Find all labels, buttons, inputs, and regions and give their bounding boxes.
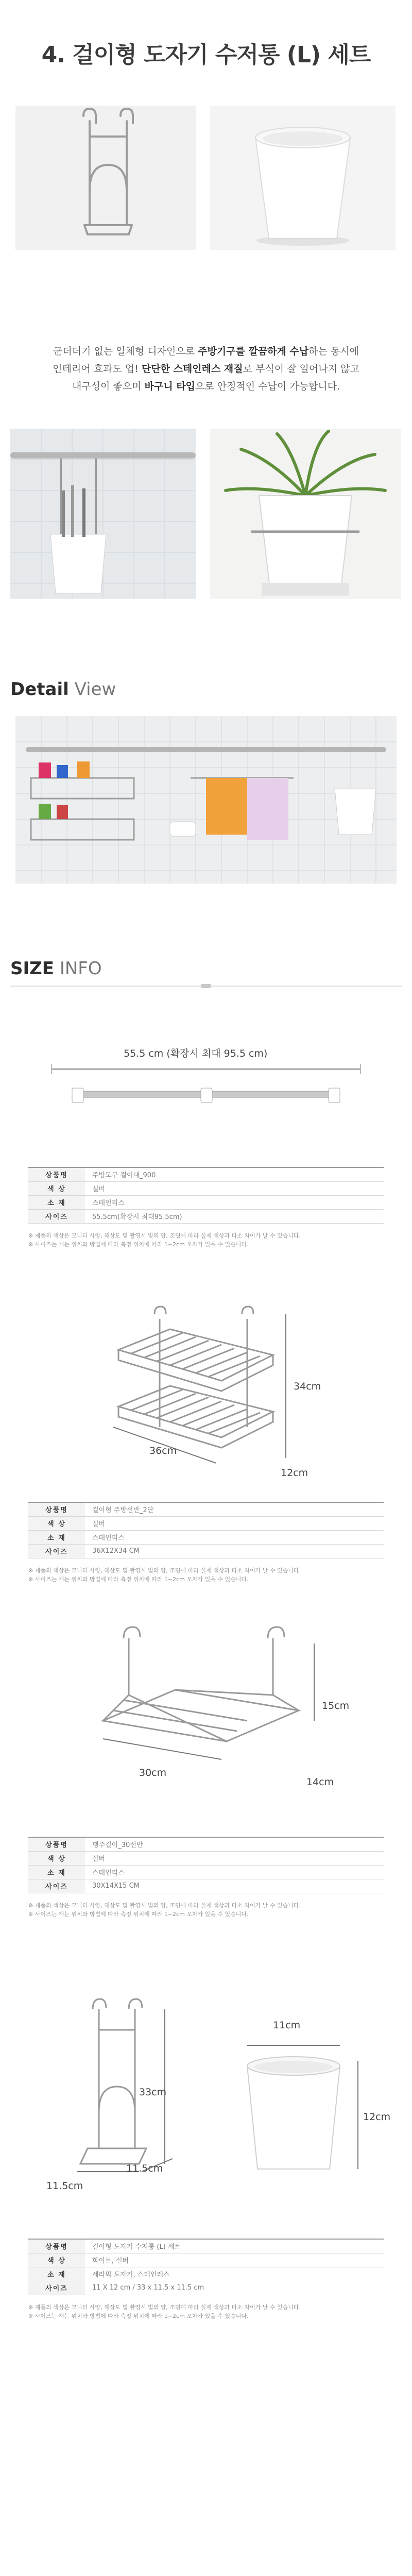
spec-table-hanger <box>28 1837 384 1893</box>
spec-key: 색 상 <box>28 1516 85 1530</box>
spec-key: 소 재 <box>28 1195 85 1209</box>
spec-key: 소 재 <box>28 1530 85 1544</box>
table-row <box>28 1181 384 1195</box>
spec-value: 스테인리스 <box>85 1195 384 1209</box>
table-row <box>28 1209 384 1223</box>
spec-key: 상품명 <box>28 1502 85 1516</box>
desc-text: 로 부식이 잘 일어나지 않고 <box>243 363 359 375</box>
table-row <box>28 2281 384 2295</box>
spec-value: 주방도구 걸이대_900 <box>85 1167 384 1181</box>
spec-value: 세라믹 도자기, 스테인레스 <box>85 2267 384 2281</box>
desc-text: 내구성이 좋으며 <box>72 381 145 392</box>
table-row <box>28 2239 384 2253</box>
table-row <box>28 1544 384 1558</box>
product-description <box>0 343 412 395</box>
table-row <box>28 1837 384 1851</box>
desc-text: 으로 안정적인 수납이 가능합니다. <box>195 381 340 392</box>
desc-text: 인테리어 효과도 업! <box>53 363 142 375</box>
spec-value: 걸이형 도자기 수저통 (L) 세트 <box>85 2239 384 2253</box>
spec-key: 사이즈 <box>28 1879 85 1893</box>
spec-key: 상품명 <box>28 2239 85 2253</box>
spec-value: 스테인리스 <box>85 1865 384 1879</box>
spec-value: 실버 <box>85 1516 384 1530</box>
spec-key: 상품명 <box>28 1837 85 1851</box>
spec-table-shelf <box>28 1502 384 1558</box>
table-row <box>28 1879 384 1893</box>
shelf-height: 34cm <box>294 1381 321 1392</box>
desc-text: 하는 동시에 <box>308 346 359 357</box>
cup-height: 12cm <box>363 2111 391 2123</box>
bar-dimension: 55.5 cm (확장시 최대 95.5 cm) <box>124 1048 268 1059</box>
shelf-depth: 12cm <box>281 1467 308 1479</box>
spec-value: 11 X 12 cm / 33 x 11.5 x 11.5 cm <box>85 2281 384 2295</box>
spec-key: 상품명 <box>28 1167 85 1181</box>
note-line: ※ 제품의 색상은 모니터 사양, 해상도 및 촬영시 빛의 양, 조명에 따라 실제 색상과 다소 차이가 날 수 있습니다. <box>28 1232 301 1239</box>
heading-light: INFO <box>54 958 102 979</box>
heading-bold: Detail <box>10 679 69 700</box>
table-row <box>28 1530 384 1544</box>
spec-value: 화이트, 실버 <box>85 2253 384 2267</box>
holder-height: 33cm <box>139 2087 167 2098</box>
table-row <box>28 1851 384 1865</box>
hanger-height: 15cm <box>322 1700 350 1711</box>
plant-pot-photo <box>210 429 401 599</box>
table-row <box>28 1865 384 1879</box>
cup-photo <box>210 106 396 250</box>
spec-key: 소 재 <box>28 2267 85 2281</box>
shelf-drawing <box>103 1303 309 1468</box>
towel-hanger-drawing <box>93 1623 330 1762</box>
spec-value: 실버 <box>85 1181 384 1195</box>
hanger-depth: 14cm <box>306 1776 334 1788</box>
bar-drawing <box>52 1061 360 1118</box>
holder-rack-drawing <box>62 1994 185 2190</box>
shelf-width: 36cm <box>149 1445 177 1456</box>
cup-width: 11cm <box>273 2020 301 2031</box>
table-row <box>28 1516 384 1530</box>
note-line: ※ 제품의 색상은 모니터 사양, 해상도 및 촬영시 빛의 양, 조명에 따라 실제 색상과 다소 차이가 날 수 있습니다. <box>28 2304 301 2311</box>
size-info-heading <box>10 958 102 979</box>
spec-value: 55.5cm(확장시 최대95.5cm) <box>85 1209 384 1223</box>
hanging-holder-photo <box>10 429 196 599</box>
desc-text: 군더더기 없는 일체형 디자인으로 <box>53 346 198 357</box>
hanger-width: 30cm <box>139 1767 167 1778</box>
heading-light: View <box>68 679 116 700</box>
spec-value: 행주걸이_30선반 <box>85 1837 384 1851</box>
detail-view-heading <box>10 679 116 700</box>
spec-key: 소 재 <box>28 1865 85 1879</box>
spec-notes <box>28 2303 384 2320</box>
spec-value: 걸이형 주방선반_2단 <box>85 1502 384 1516</box>
spec-key: 사이즈 <box>28 1209 85 1223</box>
size-divider-mark <box>201 984 211 988</box>
table-row <box>28 2267 384 2281</box>
table-row <box>28 1167 384 1181</box>
spec-key: 색 상 <box>28 1851 85 1865</box>
spec-key: 색 상 <box>28 2253 85 2267</box>
spec-key: 사이즈 <box>28 2281 85 2295</box>
holder-depth: 11.5cm <box>126 2163 163 2174</box>
note-line: ※ 제품의 색상은 모니터 사양, 해상도 및 촬영시 빛의 양, 조명에 따라 실제 색상과 다소 차이가 날 수 있습니다. <box>28 1567 301 1574</box>
spec-notes <box>28 1901 384 1919</box>
detail-kitchen-photo <box>15 716 397 884</box>
page-title: 4. 걸이형 도자기 수저통 (L) 세트 <box>41 42 371 68</box>
spec-value: 스테인리스 <box>85 1530 384 1544</box>
spec-key: 사이즈 <box>28 1544 85 1558</box>
spec-value: 36X12X34 CM <box>85 1544 384 1558</box>
spec-key: 색 상 <box>28 1181 85 1195</box>
desc-highlight: 단단한 스테인레스 재질 <box>141 363 243 375</box>
spec-notes <box>28 1231 384 1249</box>
table-row <box>28 1195 384 1209</box>
note-line: ※ 사이즈는 재는 위치와 방법에 따라 측정 위치에 따라 1~2cm 오차가 있을 수 있습니다. <box>28 1241 249 1248</box>
spec-value: 30X14X15 CM <box>85 1879 384 1893</box>
note-line: ※ 사이즈는 재는 위치와 방법에 따라 측정 위치에 따라 1~2cm 오차가 있을 수 있습니다. <box>28 1911 249 1918</box>
note-line: ※ 사이즈는 재는 위치와 방법에 따라 측정 위치에 따라 1~2cm 오차가 있을 수 있습니다. <box>28 2313 249 2319</box>
spec-table-bar <box>28 1167 384 1224</box>
rack-photo <box>15 106 196 250</box>
desc-highlight: 주방기구를 깔끔하게 수납 <box>198 346 309 357</box>
spec-value: 실버 <box>85 1851 384 1865</box>
note-line: ※ 사이즈는 재는 위치와 방법에 따라 측정 위치에 따라 1~2cm 오차가 있을 수 있습니다. <box>28 1576 249 1583</box>
holder-width: 11.5cm <box>46 2180 83 2192</box>
cup-drawing <box>227 2035 381 2190</box>
spec-notes <box>28 1566 384 1584</box>
heading-bold: SIZE <box>10 958 55 979</box>
table-row <box>28 1502 384 1516</box>
desc-highlight: 바구니 타입 <box>144 381 195 392</box>
note-line: ※ 제품의 색상은 모니터 사양, 해상도 및 촬영시 빛의 양, 조명에 따라 실제 색상과 다소 차이가 날 수 있습니다. <box>28 1902 301 1909</box>
spec-table-holder <box>28 2239 384 2295</box>
table-row <box>28 2253 384 2267</box>
